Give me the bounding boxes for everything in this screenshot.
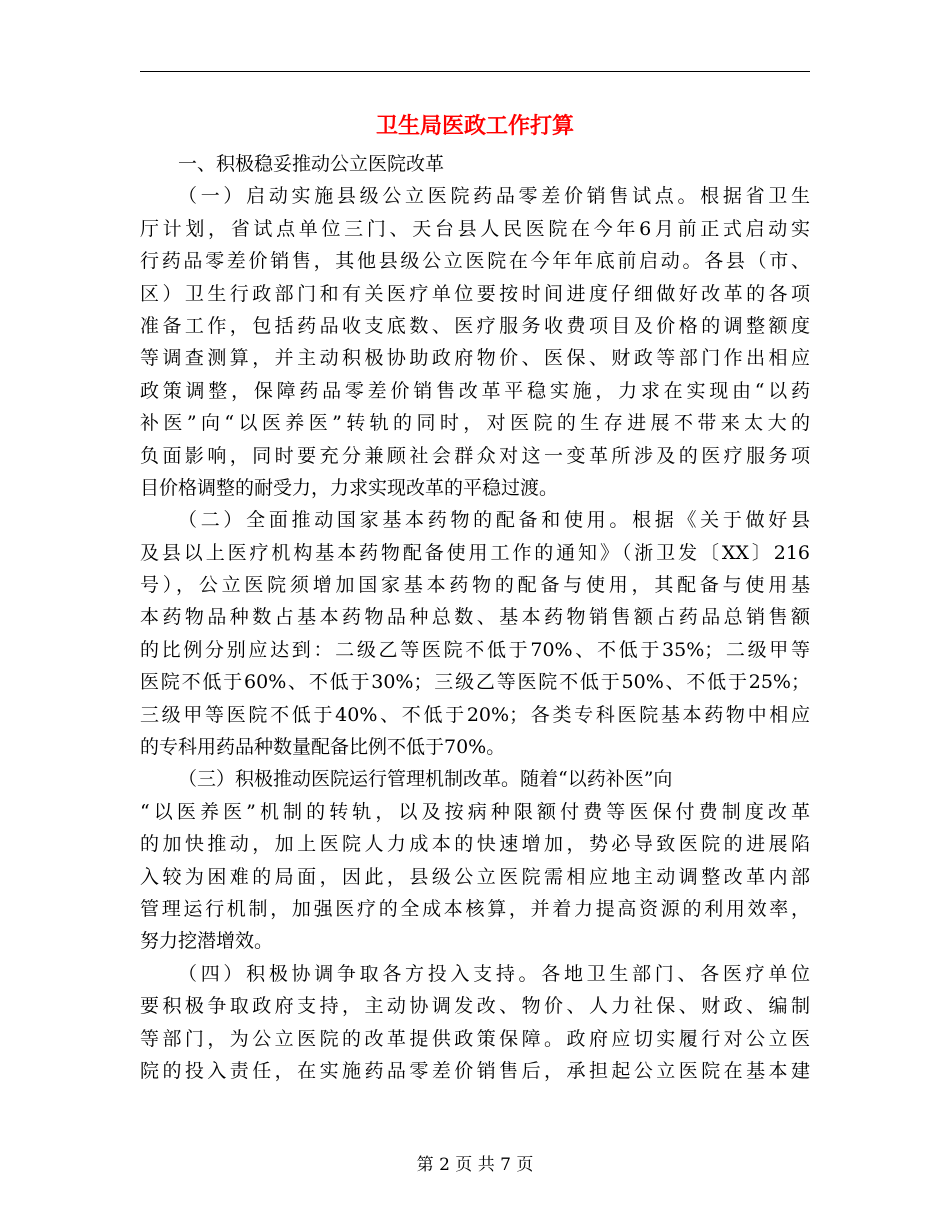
text-line: 要积极争取政府支持，主动协调发改、物价、人力社保、财政、编制 xyxy=(140,995,810,1018)
text-line: 管理运行机制，加强医疗的全成本核算，并着力提高资源的利用效率， xyxy=(140,897,810,920)
text-line: 行药品零差价销售，其他县级公立医院在今年年底前启动。各县（市、 xyxy=(140,250,810,273)
text-line: 本药物品种数占基本药物品种总数、基本药物销售额占药品总销售额 xyxy=(140,606,810,629)
text-line: “以医养医”机制的转轨，以及按病种限额付费等医保付费制度改革 xyxy=(140,800,810,823)
text-line: 等调查测算，并主动积极协助政府物价、医保、财政等部门作出相应 xyxy=(140,347,810,370)
document-text xyxy=(140,148,810,1087)
page-footer: 第 2 页 共 7 页 xyxy=(416,1155,534,1175)
text-line: 及县以上医疗机构基本药物配备使用工作的通知》（浙卫发〔XX〕216 xyxy=(140,541,810,564)
text-line: 负面影响，同时要充分兼顾社会群众对这一变革所涉及的医疗服务项 xyxy=(140,444,810,467)
text-line: （二）全面推动国家基本药物的配备和使用。根据《关于做好县 xyxy=(178,509,810,532)
text-line: 目价格调整的耐受力，力求实现改革的平稳过渡。 xyxy=(140,476,559,499)
text-line: 院的投入责任，在实施药品零差价销售后，承担起公立医院在基本建 xyxy=(140,1059,810,1082)
text-line: 等部门，为公立医院的改革提供政策保障。政府应切实履行对公立医 xyxy=(140,1027,810,1050)
text-line: 补医”向“以医养医”转轨的同时，对医院的生存进展不带来太大的 xyxy=(140,412,810,435)
text-line: 医院不低于60%、不低于30%；三级乙等医院不低于50%、不低于25%； xyxy=(140,671,810,694)
text-line: 区）卫生行政部门和有关医疗单位要按时间进度仔细做好改革的各项 xyxy=(140,282,810,305)
text-line: 的比例分别应达到：二级乙等医院不低于70%、不低于35%；二级甲等 xyxy=(140,638,810,661)
text-line: （三）积极推动医院运行管理机制改革。随着“以药补医”向 xyxy=(178,768,673,791)
text-line: 三级甲等医院不低于40%、不低于20%；各类专科医院基本药物中相应 xyxy=(140,703,810,726)
text-line: （一）启动实施县级公立医院药品零差价销售试点。根据省卫生 xyxy=(178,185,810,208)
text-line: 准备工作，包括药品收支底数、医疗服务收费项目及价格的调整额度 xyxy=(140,314,810,337)
text-line: 的专科用药品种数量配备比例不低于70%。 xyxy=(140,736,506,759)
text-line: 厅计划，省试点单位三门、天台县人民医院在今年6月前正式启动实 xyxy=(140,217,810,240)
text-line: 号），公立医院须增加国家基本药物的配备与使用，其配备与使用基 xyxy=(140,574,810,597)
text-line: 努力挖潜增效。 xyxy=(140,930,274,953)
text-line: （四）积极协调争取各方投入支持。各地卫生部门、各医疗单位 xyxy=(178,962,810,985)
text-line: 入较为困难的局面，因此，县级公立医院需相应地主动调整改革内部 xyxy=(140,865,810,888)
document-body xyxy=(140,104,810,1087)
document-title: 卫生局医政工作打算 xyxy=(375,113,574,139)
text-line: 的加快推动，加上医院人力成本的快速增加，势必导致医院的进展陷 xyxy=(140,833,810,856)
text-line: 政策调整，保障药品零差价销售改革平稳实施，力求在实现由“以药 xyxy=(140,379,810,402)
text-line: 一、积极稳妥推动公立医院改革 xyxy=(178,153,445,175)
header-rule xyxy=(140,71,810,72)
